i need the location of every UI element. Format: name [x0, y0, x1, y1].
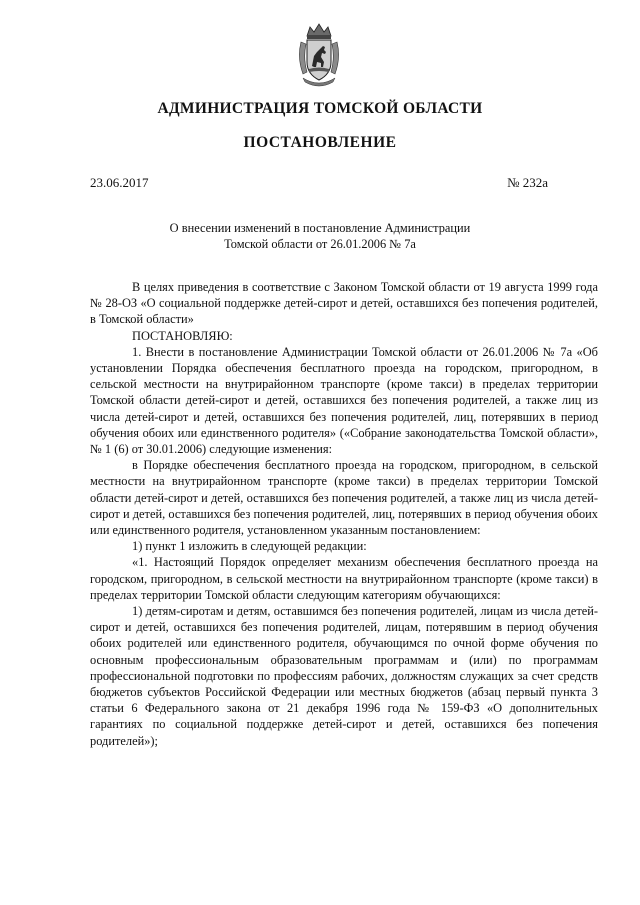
subject-line: О внесении изменений в постановление Администрации [169, 221, 471, 235]
body-paragraph: В целях приведения в соответствие с Законом Томской области от 19 августа 1999 года № 28-ОЗ «О социальной поддержке детей-сирот и детей, оставшихся без попечения родителей, в Томской области» [90, 280, 598, 327]
document-type-title: ПОСТАНОВЛЕНИЕ [243, 134, 397, 151]
subject-line: Томской области от 26.01.2006 № 7а [224, 237, 416, 251]
body-paragraph: 1) детям-сиротам и детям, оставшимся без попечения родителей, лицам из числа детей-сирот и детей, оставшихся без попечения родителей, лицам, потерявшим в период обучения обоих родителей или единственного родителя, обучающимся по очной форме обучения по основным профессиональным образовательным программам и (или) по программам профессиональной подготовки по профессиям рабочих, должностям служащих за счет средств бюджетов субъектов Российской Федерации или местных бюджетов (абзац первый пункта 3 статьи 6 Федерального закона от 21 декабря 1996 года № 159-ФЗ «О дополнительных гарантиях по социальной поддержке детей-сирот и детей, оставшихся без попечения родителей»); [90, 604, 598, 748]
document-date: 23.06.2017 [90, 175, 149, 190]
document-body [90, 279, 598, 749]
body-paragraph: в Порядке обеспечения бесплатного проезда на городском, пригородном, в сельской местности на внутрирайонном транспорте (кроме такси) в пределах территории Томской области детей-сирот и детей, оставшихся без попечения родителей, а также лиц из числа детей-сирот и детей, оставшихся без попечения родителей, лиц, потерявших в период обучения обоих или единственного родителя, установленном указанным постановлением: [90, 458, 598, 538]
document-number: № 232а [507, 175, 548, 190]
body-paragraph: 1. Внести в постановление Администрации Томской области от 26.01.2006 № 7а «Об установлении Порядка обеспечения бесплатного проезда на городском, пригородном, в сельской местности на внутрирайонном транспорте (кроме такси) в пределах территории Томской области детей-сирот и детей, оставшихся без попечения родителей, а также лиц из числа детей-сирот и детей, оставшихся без попечения родителей, лиц, потерявших в период обучения обоих или единственного родителя» («Собрание законодательства Томской области», № 1 (6) от 30.01.2006) следующие изменения: [90, 344, 598, 457]
organization-title: АДМИНИСТРАЦИЯ ТОМСКОЙ ОБЛАСТИ [157, 100, 483, 117]
body-paragraph: 1) пункт 1 изложить в следующей редакции: [132, 539, 367, 554]
body-paragraph: ПОСТАНОВЛЯЮ: [132, 328, 233, 343]
coat-of-arms-icon [297, 22, 341, 88]
body-paragraph: «1. Настоящий Порядок определяет механизм обеспечения бесплатного проезда на городском, пригородном, в сельской местности на внутрирайонном транспорте (кроме такси) в пределах территории Томской области следующим категориям обучающихся: [90, 555, 598, 602]
document-subject [150, 220, 490, 252]
